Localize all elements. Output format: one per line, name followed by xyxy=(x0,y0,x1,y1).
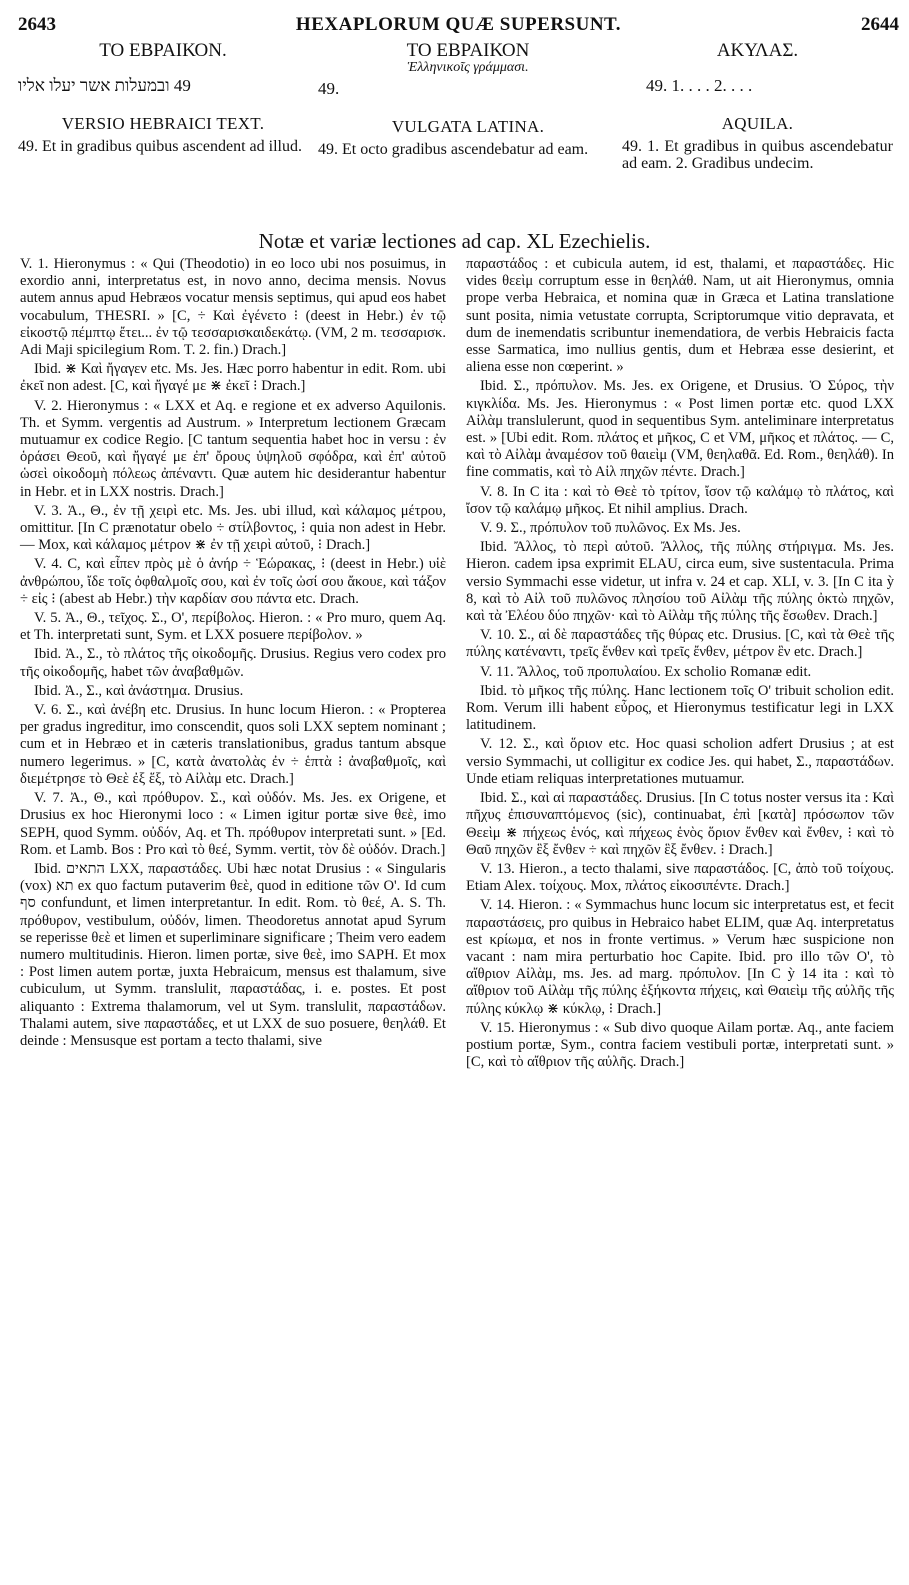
notes-section-title: Notæ et variæ lectiones ad cap. XL Ezechielis. xyxy=(258,229,651,253)
hebrew-column xyxy=(18,40,308,155)
vulgate-text: 49. Et octo gradibus ascendebatur ad eam. xyxy=(318,141,589,158)
note-paragraph: V. 3. Ἀ., Θ., ἐν τῇ χειρὶ etc. Ms. Jes. ubi illud, καὶ κάλαμος μέτρου, omittitur. [In C prænotatur obelo ÷ στίλβοντος, ⁝ quia non adest in Hebr. — Mox, καὶ κάλαμος μέτρον ⋇ ἐν τῇ χειρὶ αὐτοῦ, ⁝ Drach.] xyxy=(20,502,446,554)
note-paragraph: V. 1. Hieronymus : « Qui (Theodotio) in eo loco ubi nos posuimus, in exordio anni, interpretatus est, in novo anno, decima mensis. Novus autem annus apud Hebræos vocatur mensis septimus, qui apud eos habet vocabulum, THESRI. » [C, ÷ Καὶ ἐγένετο ⁝ (deest in Hebr.) ἐν τῷ εἰκοστῷ πέμπτῳ ἔτει... ἐν τῷ τεσσαρισκαιδεκάτῳ. (VM, 2 m. τεσσαρισκ. Adi Maji spicilegium Rom. T. 2. fin.) Drach.] xyxy=(20,256,446,359)
hebrew-column-title: ΤΟ ΕΒΡΑΙΚΟΝ. xyxy=(99,40,227,61)
note-paragraph: V. 13. Hieron., a tecto thalami, sive παραστάδος. [C, ἀπὸ τοῦ τοίχους. Etiam Alex. τοίχους. Mox, πλάτος εἰκοσιπέντε. Drach.] xyxy=(466,860,894,895)
note-paragraph: Ibid. Ἄλλος, τὸ περὶ αὐτοῦ. Ἄλλος, τῆς πύλης στήριγμα. Ms. Jes. Hieron. cadem ipsa exprimit ELAU, circa eum, sive sustentacula. Prima versio Symmachi esse videtur, ut infra v. 24 et cap. XLI, v. 3. [In C ita ỳ 8, καὶ τὸ Αἰλ τοῦ πυλῶνος πλησίου τοῦ Αἰλὰμ τῆς πύλης ὀκτὼ πηχῶν, καὶ τὰ Ἐλέου δύο πηχῶν· καὶ τὸ Αἰλὰμ τῆς πύλης τῆς ἔσωθεν. Drach.] xyxy=(466,539,894,625)
aquila-column-title: ΑΚΥΛΑΣ. xyxy=(716,40,799,61)
note-paragraph: Ibid. ⋇ Καὶ ἤγαγεν etc. Ms. Jes. Hæc porro habentur in edit. Rom. ubi ἐκεῖ non adest. [C, καὶ ἤγαγέ με ⋇ ἐκεῖ ⁝ Drach.] xyxy=(20,361,446,395)
hebrew-text: 49 ובמעלות אשר יעלו אליו xyxy=(18,76,191,95)
note-paragraph: παραστάδος : et cubicula autem, id est, thalami, et παραστάδες. Hic vides θεεὶμ corruptum esse in θεηλάθ. Nam, ut ait Hieronymus, omnia prope verba Hebraica, et nomina quæ in Græca et Latina translatione sunt posita, nimia vetustate corrupta, Scriptorumque vitio depravata, et dum de inemendatis scribuntur inemendatiora, de verbis Hebraicis facta esse Sarmatica, imo nullius gentis, dum et Hebræa esse desierint, et aliena esse non cœperint. » xyxy=(466,256,894,376)
note-paragraph: Ibid. τὸ μῆκος τῆς πύλης. Hanc lectionem τοῖς Ο' tribuit scholion edit. Rom. Verum illi habent εὖρος, et Hieronymus testificatur legi in LXX latitudinem. xyxy=(466,682,894,734)
note-paragraph: V. 12. Σ., καὶ ὅριον etc. Hoc quasi scholion adfert Drusius ; at est versio Symmachi, ut colligitur ex codice Jes. qui habet, Σ., παραστάδων. Unde etiam reliquas interpretationes mutuamur. xyxy=(466,736,894,787)
running-header xyxy=(18,14,899,38)
page-number-right: 2644 xyxy=(861,14,899,35)
note-paragraph: V. 8. In C ita : καὶ τὸ Θεὲ τὸ τρίτον, ἴσον τῷ καλάμῳ τὸ πλάτος, καὶ ἴσον τῷ καλάμῳ μῆκος. Et nihil amplius. Drach. xyxy=(466,483,894,517)
page-number-left: 2643 xyxy=(18,14,56,35)
note-paragraph: V. 5. Ἀ., Θ., τεῖχος. Σ., Ο', περίβολος. Hieron. : « Pro muro, quem Aq. et Th. interpretati sunt, Sym. et LXX posuere περίβολον. » xyxy=(20,610,446,644)
note-paragraph: Ibid. Σ., καὶ αἱ παραστάδες. Drusius. [In C totus noster versus ita : Καὶ πῆχυς ἐπισυναπτόμενος (sic), continuabat, ἐπὶ [κατὰ] πρόσωπον τῶν Θεεὶμ ⋇ πήχεως ἑνός, καὶ πήχεως ἑνὸς ὅριον ἔνθεν καὶ ἔνθεν, ⁝ καὶ τὸ Θαῦ πηχῶν ἓξ ἔνθεν ÷ καὶ πηχῶν ἓξ ἔνθεν. ⁝ Drach.] xyxy=(466,790,894,858)
note-paragraph: V. 2. Hieronymus : « LXX et Aq. e regione et ex adverso Aquilonis. Th. et Symm. vergentis ad Austrum. » Interpretum lectionem Græcam mutuamur ex codice Regio. [C tantum sequentia habet hoc in versu : ἐν ὁράσει Θεοῦ, καὶ ἤγαγέ με ἐπ' ὄρους ὑψηλοῦ σφόδρα, καὶ ἐπ' αὐτοῦ ὡσεὶ οἰκοδομὴ πόλεως ἀπέναντι. Quæ autem hic desiderantur habentur in Hebr. et in LXX nostris. Drach.] xyxy=(20,397,446,500)
note-paragraph: Ibid. Ἀ., Σ., τὸ πλάτος τῆς οἰκοδομῆς. Drusius. Regius vero codex pro τῆς οἰκοδομῆς, habet τῶν ἀναβαθμῶν. xyxy=(20,646,446,680)
note-paragraph: V. 9. Σ., πρόπυλον τοῦ πυλῶνος. Ex Ms. Jes. xyxy=(480,520,741,537)
note-paragraph: Ibid. Ἀ., Σ., καὶ ἀνάστημα. Drusius. xyxy=(34,682,244,699)
note-paragraph: V. 10. Σ., αἱ δὲ παραστάδες τῆς θύρας etc. Drusius. [C, καὶ τὰ Θεὲ τῆς πύλης κατέναντι, τρεῖς ἔνθεν καὶ τρεῖς ἔνθεν, μέτρον ἓν etc. Drach.] xyxy=(466,627,894,661)
note-paragraph: V. 7. Ἀ., Θ., καὶ πρόθυρον. Σ., καὶ οὐδόν. Ms. Jes. ex Origene, et Drusius ex hoc Hieronymi loco : « Limen igitur portæ sive θεὲ, imo SEPH, quod Symm. οὐδόν, Aq. et Th. πρόθυρον interpretati sunt. » [Ed. Rom. et Lamb. Bos : Pro καὶ τὸ θεέ, Symm. vertit, τὸν δὲ οὐδόν. Drach.] xyxy=(20,790,446,858)
note-paragraph: V. 4. C, καὶ εἶπεν πρὸς μὲ ὁ ἀνήρ ÷ Ἑώρακας, ⁝ (deest in Hebr.) υἱὲ ἀνθρώπου, ἴδε τοῖς ὀφθαλμοῖς σου, καὶ ἐν τοῖς ὠσί σου ἄκουε, καὶ τάξον ÷ εἰς ⁝ (abest ab Hebr.) τὴν καρδίαν σου πάντα etc. Drach. xyxy=(20,556,446,607)
vulgate-title: VULGATA LATINA. xyxy=(391,117,545,136)
hebrew-greek-column xyxy=(318,40,618,158)
aquila-column xyxy=(622,40,893,172)
aquila-version-text: 49. 1. Et gradibus in quibus ascendebatur ad eam. 2. Gradibus undecim. xyxy=(622,138,893,172)
aquila-version-title: AQUILA. xyxy=(721,114,794,133)
version-hebrew-title: VERSIO HEBRAICI TEXT. xyxy=(61,114,265,133)
running-title: HEXAPLORUM QUÆ SUPERSUNT. xyxy=(295,14,622,35)
aquila-text: 49. 1. . . . 2. . . . xyxy=(646,76,753,95)
notes-left-column xyxy=(20,256,446,1052)
hebrew-greek-text: 49. xyxy=(318,79,340,98)
note-paragraph: V. 11. Ἄλλος, τοῦ προπυλαίου. Ex scholio Romanæ edit. xyxy=(480,663,812,680)
hebrew-greek-subtitle: Ἑλληνικοῖς γράμμασι. xyxy=(407,60,529,75)
note-paragraph: V. 14. Hieron. : « Symmachus hunc locum sic interpretatus est, et fecit παραστάσεις, pro quibus in Hebraico habet ELIM, quæ Aq. interpretatus est κρίωμα, et nos in fronte vertimus. » Verum hæc suspicione non vacant : nam mira perturbatio hoc Capite. Ibid. pro illo τῶν Ο', τὸ αἴθριον Αἰλὰμ, ms. Jes. ad marg. πρόπυλον. [In C ỳ 14 ita : καὶ τὸ αἴθριον τοῦ Αἰλὰμ τῆς πύλης ἑξήκοντα πήχεις, καὶ Θαιεὶμ τῆς αὐλῆς τῆς πύλης κύκλῳ ⋇ κύκλῳ, ⁝ Drach.] xyxy=(466,897,894,1017)
hebrew-greek-column-title: ΤΟ ΕΒΡΑΙΚΟΝ xyxy=(406,40,530,61)
notes-right-column xyxy=(466,256,894,1073)
version-hebrew-text: 49. Et in gradibus quibus ascendent ad illud. xyxy=(18,138,302,155)
note-paragraph: Ibid. Σ., πρόπυλον. Ms. Jes. ex Origene, et Drusius. Ὁ Σύρος, τὴν κιγκλίδα. Ms. Jes. Hieronymus : « Post limen portæ etc. quod LXX Αἰλὰμ translulerunt, quod in sequentibus Sym. anteliminare interpretatus est. » [Ubi edit. Rom. πλάτος et μῆκος, C et VM, μῆκος et πλάτος. — C, καὶ τὸ Αἰλὰμ ἀναμέσον τοῦ θαιεὶμ (VM, θεηλαθᾶ. Ed. Rom., θεηλάθ). In fine commatis, καὶ τὸ Αἰλ πηχῶν πέντε. Drach.] xyxy=(466,378,894,481)
note-paragraph: V. 6. Σ., καὶ ἀνέβη etc. Drusius. In hunc locum Hieron. : « Propterea per gradus ingreditur, imo conscendit, quos soli LXX septem nominant ; cum et in Hebræo et in cæteris translationibus, gradus tantum absque numero legerimus. » [C, κατὰ ἀνατολὰς ἐν ÷ ἑπτὰ ⁝ ἀναβαθμοῖς, καὶ διεμέτρησε τὸ Θεὲ ἐξ ἕξ, τὸ Αἰλὰμ etc. Drach.] xyxy=(20,702,446,787)
note-paragraph: V. 15. Hieronymus : « Sub divo quoque Ailam portæ. Aq., ante faciem postium portæ, Sym., contra faciem vestibuli portæ, interpretati sunt. » [C, καὶ τὸ αἴθριον τῆς αὐλῆς. Drach.] xyxy=(466,1019,894,1071)
note-paragraph: Ibid. התאים LXX, παραστάδες. Ubi hæc notat Drusius : « Singularis (vox) תא ex quo factum putaverim θεὲ, quod in editione τῶν Ο'. Id cum סף confundunt, et limen interpretantur. In edit. Rom. τὸ θεέ, A. S. Th. πρόθυρον, vestibulum, οὐδόν, limen. Theodoretus annotat apud Syrum se reperisse θεὲ et limen et superliminare significare ; Theim vero eadem numero multitudinis. Hieron. limen portæ, sive θεὲ, imo SAPH. Et mox : Post limen autem portæ, juxta Hebraicum, mensus est thalamum, sive cubiculum, ut Symm. translulit, παραστάδας, i. e. postes. Et post aliquanto : Extrema thalamorum, vel ut Sym. translulit, παραστάδων. Thalami autem, sive παραστάδες, et ut LXX de suo posuere, θεηλάθ. Et deinde : Mensusque est portam a tecto thalami, sive xyxy=(20,860,446,1049)
